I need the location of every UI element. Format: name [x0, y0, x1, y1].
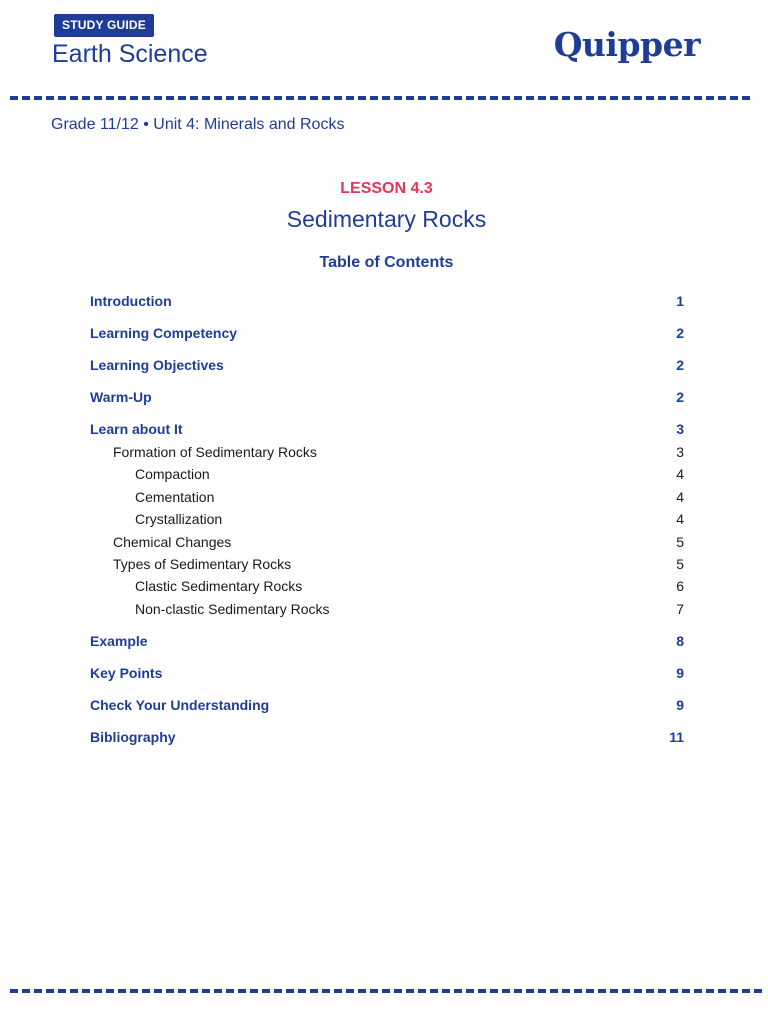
toc-entry[interactable]	[90, 290, 684, 312]
toc-heading: Table of Contents	[319, 254, 454, 271]
toc-entry-label: Formation of Sedimentary Rocks	[113, 444, 317, 460]
toc-entry-page: 2	[676, 389, 684, 405]
toc-entry-label: Learning Competency	[90, 325, 238, 341]
toc-entry-label: Introduction	[90, 293, 172, 309]
toc-entry[interactable]	[90, 598, 684, 620]
toc-entry-label: Check Your Understanding	[90, 697, 270, 713]
toc-entry-label: Example	[90, 633, 148, 649]
toc-entry-page: 8	[676, 633, 684, 649]
toc-entry[interactable]	[90, 508, 684, 530]
toc-entry[interactable]	[90, 486, 684, 508]
toc-entry-page: 5	[676, 556, 684, 572]
toc-entry-page: 9	[676, 697, 684, 713]
toc-entry[interactable]	[90, 694, 684, 716]
toc-entry[interactable]	[90, 553, 684, 575]
toc-entry[interactable]	[90, 531, 684, 553]
toc-entry[interactable]	[90, 630, 684, 652]
toc-entry[interactable]	[90, 726, 684, 748]
toc-entry[interactable]	[90, 575, 684, 597]
toc-entry[interactable]	[90, 418, 684, 440]
toc-entry-page: 11	[669, 729, 684, 745]
toc-entry-page: 6	[676, 578, 684, 594]
toc-entry-page: 5	[676, 534, 684, 550]
toc-entry-label: Learning Objectives	[90, 357, 224, 373]
top-divider	[10, 96, 750, 100]
toc-entry-label: Compaction	[135, 466, 210, 482]
subject-title: Earth Science	[52, 40, 208, 68]
brand-logo: Quipper	[553, 25, 700, 64]
lesson-number: LESSON 4.3	[340, 180, 433, 197]
breadcrumb: Grade 11/12 • Unit 4: Minerals and Rocks	[51, 116, 345, 133]
toc-entry[interactable]	[90, 441, 684, 463]
toc-entry[interactable]	[90, 322, 684, 344]
toc-entry[interactable]	[90, 662, 684, 684]
toc-entry[interactable]	[90, 463, 684, 485]
toc-entry-label: Key Points	[90, 665, 163, 681]
study-guide-badge: STUDY GUIDE	[54, 14, 154, 37]
toc-entry-label: Warm-Up	[90, 389, 152, 405]
toc-entry-label: Types of Sedimentary Rocks	[113, 556, 292, 572]
toc-entry-label: Non-clastic Sedimentary Rocks	[135, 601, 330, 617]
toc-entry-page: 3	[676, 444, 684, 460]
toc-entry-page: 4	[676, 511, 684, 527]
toc-entry-page: 7	[676, 601, 684, 617]
toc-entry-page: 1	[676, 293, 684, 309]
lesson-title: Sedimentary Rocks	[286, 206, 487, 232]
toc-entry-label: Clastic Sedimentary Rocks	[135, 578, 303, 594]
toc-entry-page: 4	[676, 489, 684, 505]
toc-entry-label: Bibliography	[90, 729, 176, 745]
toc-entry-label: Cementation	[135, 489, 215, 505]
toc-entry-label: Crystallization	[135, 511, 223, 527]
toc-entry-page: 2	[676, 325, 684, 341]
toc-entry[interactable]	[90, 354, 684, 376]
toc-entry[interactable]	[90, 386, 684, 408]
toc-entry-page: 9	[676, 665, 684, 681]
toc-entry-label: Learn about It	[90, 421, 183, 437]
toc-entry-page: 3	[676, 421, 684, 437]
toc-entry-label: Chemical Changes	[113, 534, 232, 550]
toc-entry-page: 4	[676, 466, 684, 482]
toc-entry-page: 2	[676, 357, 684, 373]
bottom-divider	[10, 989, 762, 993]
